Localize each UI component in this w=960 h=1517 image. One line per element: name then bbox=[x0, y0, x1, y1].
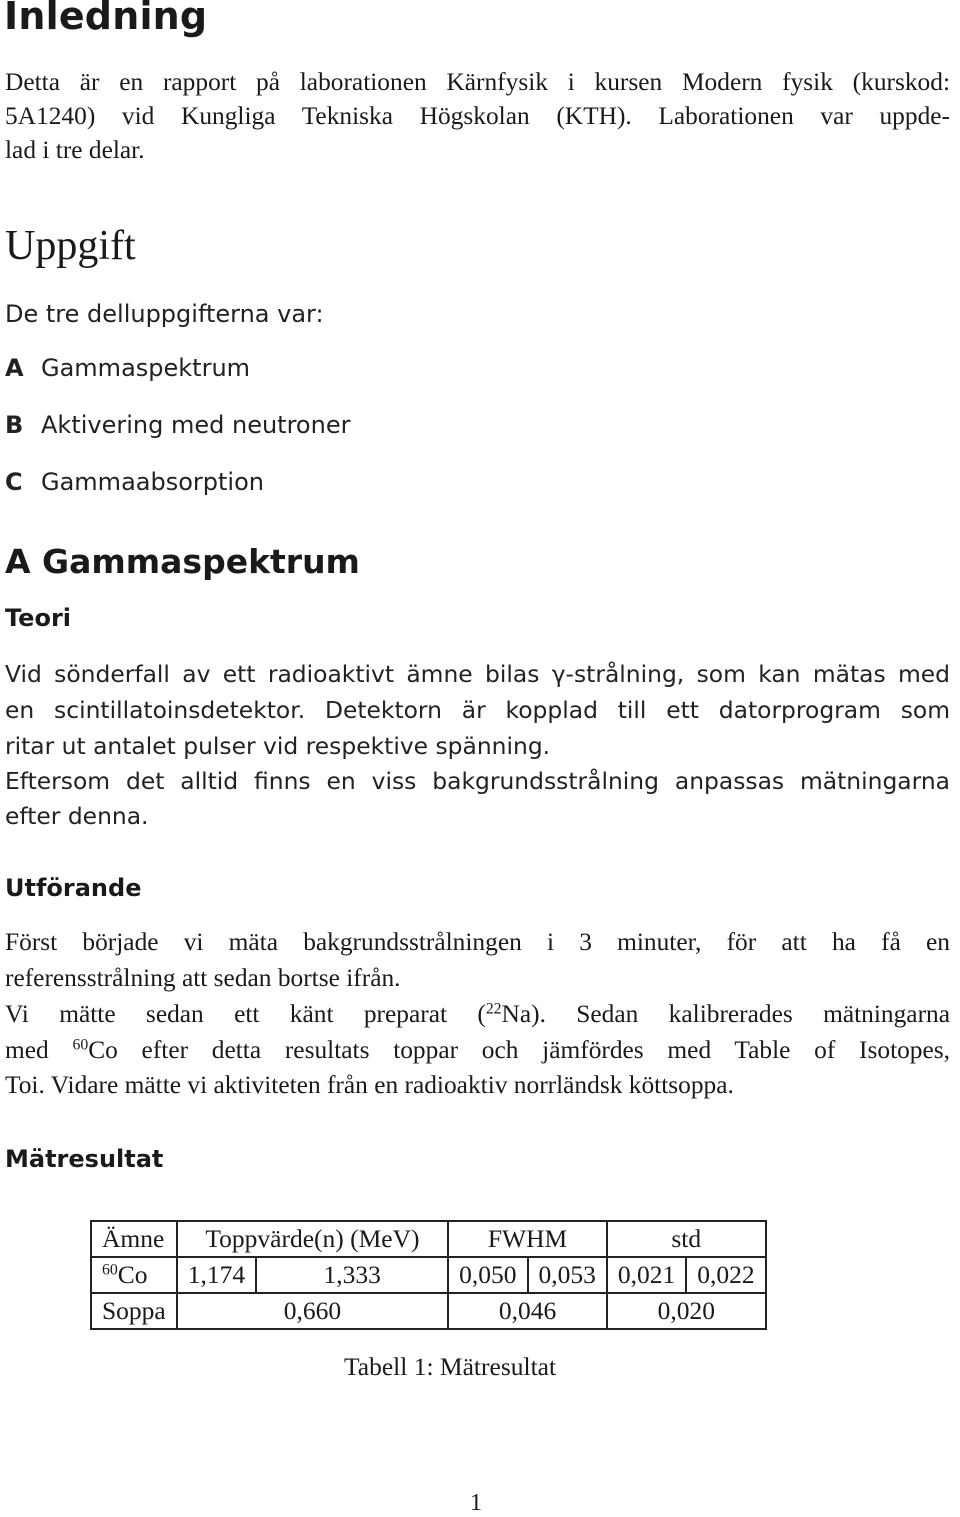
utforande-line-1: Först började vi mäta bakgrundsstrålningen i 3 minuter, för att ha få en bbox=[5, 928, 950, 956]
utforande-line-5: Toi. Vidare mätte vi aktiviteten från en radioaktiv norrländsk köttsoppa. bbox=[5, 1071, 734, 1099]
table-cell-substance: Soppa bbox=[91, 1293, 177, 1329]
table-header-cell: FWHM bbox=[448, 1221, 607, 1257]
teori-line-2: en scintillatoinsdetektor. Detektorn är kopplad till ett datorprogram som bbox=[5, 696, 950, 724]
table-cell: 1,174 bbox=[177, 1257, 256, 1293]
text-span: Vi mätte sedan ett känt preparat ( bbox=[5, 1000, 486, 1028]
text-span: Na). Sedan kalibrerades mätningarna bbox=[501, 1000, 950, 1028]
table-cell: 1,333 bbox=[256, 1257, 448, 1293]
list-item bbox=[5, 468, 264, 496]
list-item-letter: B bbox=[5, 411, 24, 439]
table-cell: 0,660 bbox=[177, 1293, 448, 1329]
subsection-heading-utforande: Utförande bbox=[5, 874, 142, 902]
text-span: Co efter detta resultats toppar och jämfördes med Table of Isotopes, bbox=[88, 1036, 951, 1064]
list-item-letter: C bbox=[5, 468, 23, 496]
utforande-line-2: referensstrålning att sedan bortse ifrån. bbox=[5, 964, 401, 992]
table-header-cell: Toppvärde(n) (MeV) bbox=[177, 1221, 448, 1257]
list-item bbox=[5, 354, 250, 382]
table-cell: 0,046 bbox=[448, 1293, 607, 1329]
teori-line-1: Vid sönderfall av ett radioaktivt ämne bilas γ-strålning, som kan mätas med bbox=[5, 660, 950, 688]
intro-line-3: lad i tre delar. bbox=[5, 136, 145, 164]
text-span: med bbox=[5, 1036, 73, 1064]
table-header-cell: Ämne bbox=[91, 1221, 177, 1257]
table-cell-substance bbox=[91, 1257, 177, 1293]
section-heading-inledning: Inledning bbox=[4, 0, 208, 38]
subsection-heading-matresultat: Mätresultat bbox=[5, 1145, 164, 1173]
utforande-line-3 bbox=[5, 1000, 950, 1029]
uppgift-lead: De tre delluppgifterna var: bbox=[5, 300, 324, 328]
table-cell: 0,022 bbox=[686, 1257, 765, 1293]
list-item bbox=[5, 411, 350, 439]
isotope-superscript: 22 bbox=[485, 1000, 502, 1018]
section-heading-gammaspektrum: A Gammaspektrum bbox=[5, 542, 360, 581]
teori-line-5: efter denna. bbox=[5, 802, 149, 830]
section-heading-uppgift: Uppgift bbox=[5, 223, 136, 269]
subsection-heading-teori: Teori bbox=[5, 604, 72, 632]
intro-line-1: Detta är en rapport på laborationen Kärnfysik i kursen Modern fysik (kurskod: bbox=[5, 68, 950, 96]
intro-line-2: 5A1240) vid Kungliga Tekniska Högskolan (KTH). Laborationen var uppde- bbox=[5, 102, 950, 130]
utforande-line-4 bbox=[5, 1036, 950, 1065]
isotope-superscript: 60 bbox=[72, 1036, 89, 1054]
teori-line-3: ritar ut antalet pulser vid respektive spänning. bbox=[5, 732, 551, 760]
isotope-superscript: 60 bbox=[102, 1261, 118, 1279]
results-table bbox=[90, 1220, 767, 1330]
list-item-letter: A bbox=[5, 354, 24, 382]
table-row bbox=[91, 1293, 766, 1329]
list-item-text: Gammaabsorption bbox=[41, 468, 264, 496]
table-header-row bbox=[91, 1221, 766, 1257]
teori-line-4: Eftersom det alltid finns en viss bakgrundsstrålning anpassas mätningarna bbox=[5, 767, 950, 795]
table-cell: 0,020 bbox=[607, 1293, 766, 1329]
table-cell: 0,053 bbox=[528, 1257, 607, 1293]
page-number: 1 bbox=[470, 1490, 482, 1516]
list-item-text: Gammaspektrum bbox=[41, 354, 251, 382]
table-caption: Tabell 1: Mätresultat bbox=[344, 1352, 557, 1381]
table-cell: 0,050 bbox=[448, 1257, 527, 1293]
table-header-cell: std bbox=[607, 1221, 766, 1257]
text-span: Co bbox=[117, 1260, 148, 1289]
table-row bbox=[91, 1257, 766, 1293]
table-cell: 0,021 bbox=[607, 1257, 686, 1293]
list-item-text: Aktivering med neutroner bbox=[41, 411, 351, 439]
